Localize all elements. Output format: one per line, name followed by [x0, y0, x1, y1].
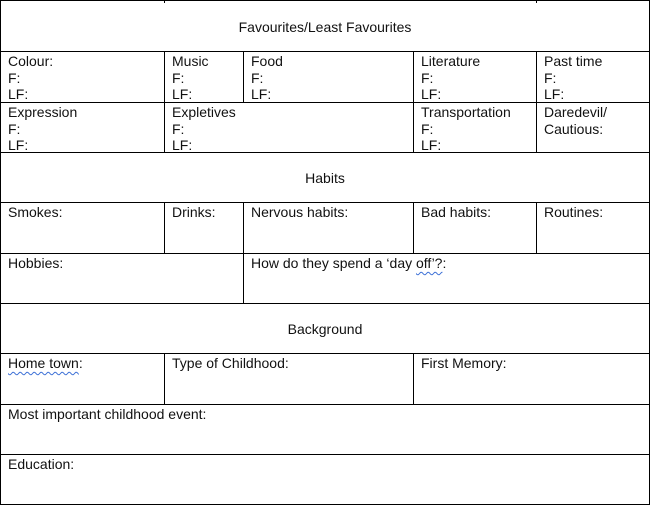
routines-label: Routines: — [544, 204, 604, 220]
past-time-cell[interactable] — [536, 53, 602, 103]
rule-1 — [0, 51, 650, 52]
daredevil-cautious-cell[interactable] — [536, 104, 607, 137]
music-cell[interactable] — [164, 53, 209, 103]
bad-habits-cell[interactable] — [413, 204, 491, 221]
nervous-habits-cell[interactable] — [243, 204, 348, 221]
music-label: Music — [172, 53, 209, 69]
food-favourite: F: — [251, 69, 264, 86]
hobbies-label: Hobbies: — [8, 255, 64, 271]
childhood-type-cell[interactable] — [164, 355, 289, 372]
hobbies-cell[interactable] — [0, 255, 63, 272]
routines-cell[interactable] — [536, 204, 603, 221]
expression-least-favourite: LF: — [8, 137, 29, 153]
rule-6 — [0, 303, 650, 304]
food-cell[interactable] — [243, 53, 283, 103]
day-off-label — [251, 255, 446, 272]
important-event-cell[interactable] — [0, 406, 206, 423]
day-off-cell[interactable] — [243, 255, 446, 272]
literature-favourite: F: — [421, 69, 434, 86]
expletives-least-favourite: LF: — [172, 137, 193, 153]
music-favourite: F: — [172, 69, 185, 86]
transportation-label: Transportation — [421, 104, 511, 120]
important-event-label: Most important childhood event: — [8, 406, 207, 422]
transportation-cell[interactable] — [413, 104, 511, 154]
favourites-heading: Favourites/Least Favourites — [238, 19, 412, 35]
daredevil-label: Daredevil/ — [544, 104, 608, 120]
rule-top-mark-a — [164, 0, 165, 3]
rule-4 — [0, 202, 650, 203]
food-least-favourite: LF: — [251, 86, 272, 102]
smokes-label: Smokes: — [8, 204, 63, 220]
expletives-favourite: F: — [172, 120, 185, 137]
music-least-favourite: LF: — [172, 86, 193, 102]
education-cell[interactable] — [0, 456, 74, 473]
rule-bottom — [0, 504, 650, 505]
rule-8 — [0, 404, 650, 405]
colour-cell[interactable] — [0, 53, 53, 103]
first-memory-label: First Memory: — [421, 355, 507, 371]
background-heading: Background — [287, 321, 363, 337]
rule-top-mark-b — [536, 0, 537, 3]
colour-favourite: F: — [8, 69, 21, 86]
day-off-prefix: How do they spend a ‘day — [251, 255, 416, 271]
cautious-label: Cautious: — [544, 120, 604, 137]
rule-5 — [0, 253, 650, 254]
food-label: Food — [251, 53, 283, 69]
expletives-label: Expletives — [172, 104, 236, 120]
nervous-habits-label: Nervous habits: — [251, 204, 349, 220]
past-time-favourite: F: — [544, 69, 557, 86]
rule-top — [0, 0, 650, 1]
bad-habits-label: Bad habits: — [421, 204, 492, 220]
home-town-label — [8, 355, 83, 372]
literature-least-favourite: LF: — [421, 86, 442, 102]
literature-cell[interactable] — [413, 53, 480, 103]
drinks-label: Drinks: — [172, 204, 216, 220]
expression-cell[interactable] — [0, 104, 77, 154]
education-label: Education: — [8, 456, 75, 472]
drinks-cell[interactable] — [164, 204, 216, 221]
literature-label: Literature — [421, 53, 481, 69]
home-town-suffix: : — [78, 355, 83, 371]
rule-7 — [0, 353, 650, 354]
first-memory-cell[interactable] — [413, 355, 507, 372]
home-town-word: Home town — [8, 355, 79, 371]
past-time-label: Past time — [544, 53, 603, 69]
colour-label: Colour: — [8, 53, 54, 69]
home-town-cell[interactable] — [0, 355, 83, 372]
transportation-favourite: F: — [421, 120, 434, 137]
day-off-suffix: : — [442, 255, 447, 271]
expression-favourite: F: — [8, 120, 21, 137]
smokes-cell[interactable] — [0, 204, 62, 221]
day-off-word: off’? — [416, 255, 443, 271]
habits-heading: Habits — [305, 170, 345, 186]
transportation-least-favourite: LF: — [421, 137, 442, 153]
past-time-least-favourite: LF: — [544, 86, 565, 102]
expression-label: Expression — [8, 104, 78, 120]
childhood-type-label: Type of Childhood: — [172, 355, 289, 371]
expletives-cell[interactable] — [164, 104, 236, 154]
rule-3 — [0, 152, 650, 153]
colour-least-favourite: LF: — [8, 86, 29, 102]
rule-9 — [0, 454, 650, 455]
